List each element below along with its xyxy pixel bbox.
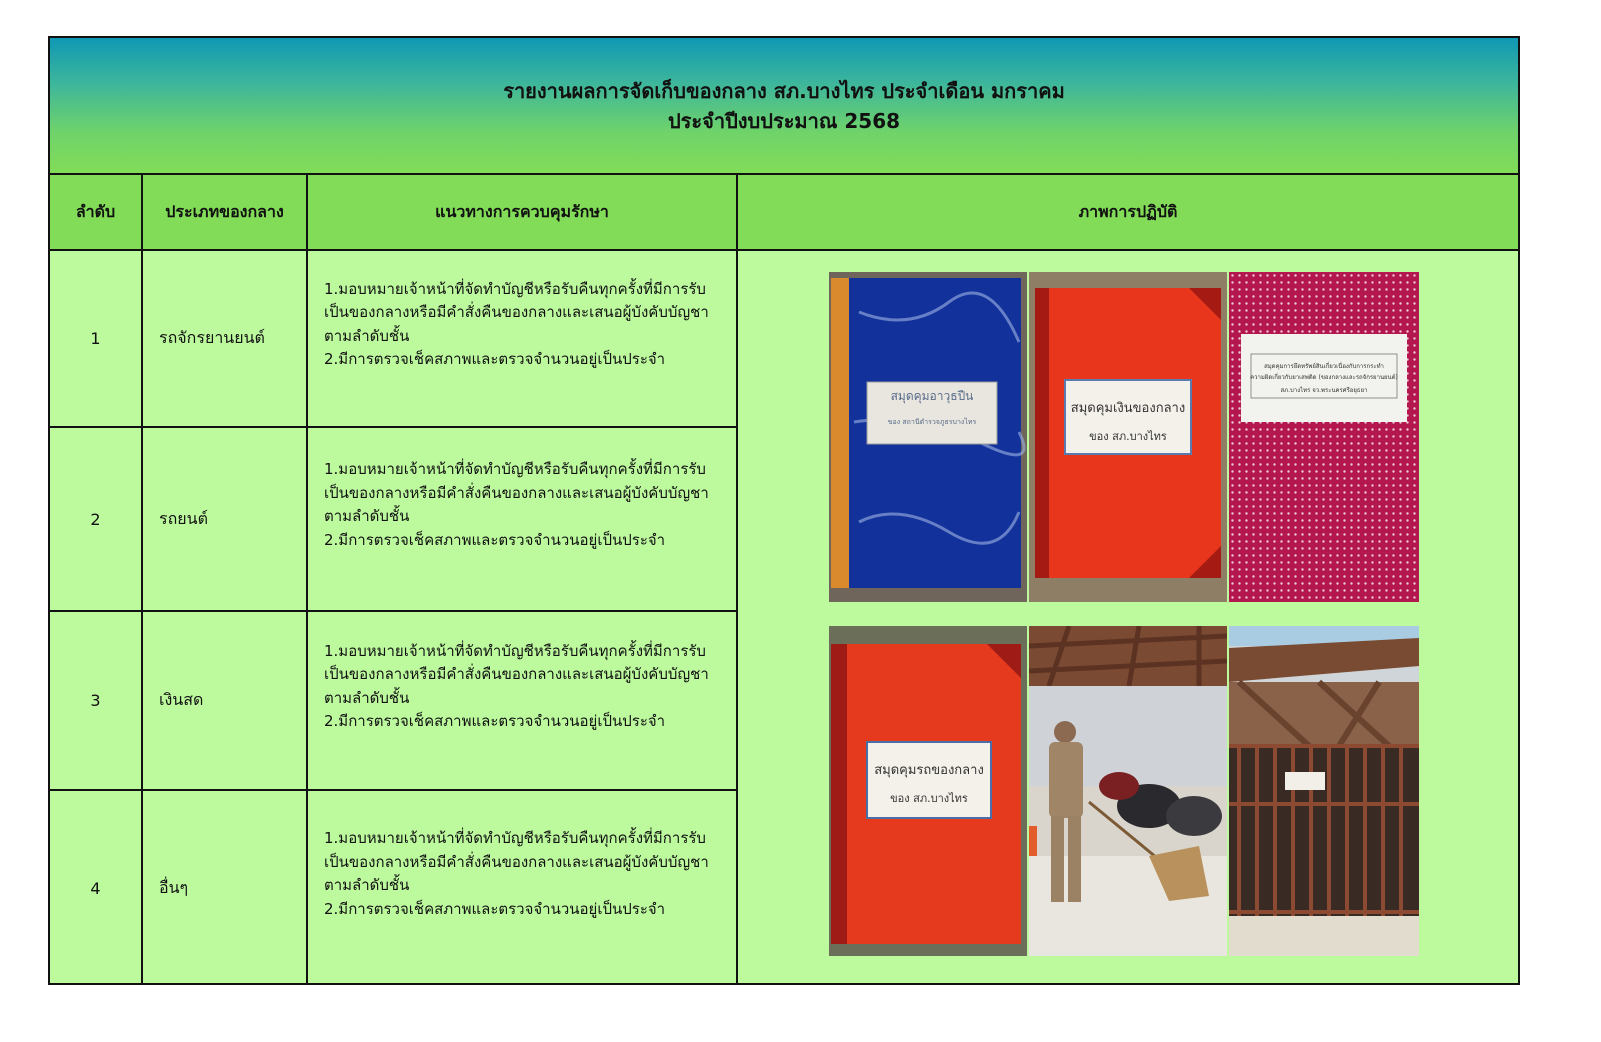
photo-storage-gate	[1229, 626, 1419, 956]
photo-strip-top	[829, 272, 1419, 602]
red-book2-subtitle: ของ สภ.บางไทร	[890, 792, 968, 805]
red-book-subtitle: ของ สภ.บางไทร	[1089, 430, 1167, 443]
row-number: 2	[90, 509, 101, 529]
row-type: อื่นๆ	[159, 877, 189, 897]
red-book-title: สมุดคุมเงินของกลาง	[1070, 401, 1186, 416]
row-number: 4	[90, 878, 101, 898]
row-guideline	[308, 428, 736, 610]
table-row	[50, 428, 736, 612]
pink-book-line2: ความผิดเกี่ยวกับยาเสพติด (ของกลางและรถจักรยานยนต์)	[1250, 374, 1398, 381]
column-divider	[736, 175, 738, 983]
blue-book-subtitle: ของ สถานีตำรวจภูธรบางไทร	[887, 418, 977, 426]
red-book2-title: สมุดคุมรถของกลาง	[874, 763, 984, 778]
header-type: ประเภทของกลาง	[143, 175, 306, 251]
row-number: 3	[90, 691, 101, 710]
guideline-step-1: 1.มอบหมายเจ้าหน้าที่จัดทำบัญชีหรือรับคืนทุกครั้งที่มีการรับเป็นของกลางหรือมีคำสั่งคืนของกลางและเสนอผู้บังคับบัญชาตามลำดับชั้น	[324, 829, 709, 894]
report-sheet	[48, 36, 1520, 985]
pink-book-line1: สมุดคุมการยึดทรัพย์สินเกี่ยวเนื่องกับการกระทำ	[1264, 363, 1384, 370]
table-row	[50, 251, 736, 428]
row-guideline	[308, 791, 736, 985]
report-title: รายงานผลการจัดเก็บของกลาง สภ.บางไทร ประจำเดือน มกราคม	[503, 78, 1065, 103]
guideline-step-2: 2.มีการตรวจเช็คสภาพและตรวจจำนวนอยู่เป็นประจำ	[324, 530, 666, 549]
table-row	[50, 612, 736, 791]
header-guideline: แนวทางการควบคุมรักษา	[308, 175, 736, 251]
row-type: เงินสด	[159, 690, 204, 709]
photo-pink-book	[1229, 272, 1419, 602]
table-row	[50, 791, 736, 985]
guideline-step-2: 2.มีการตรวจเช็คสภาพและตรวจจำนวนอยู่เป็นประจำ	[324, 350, 666, 368]
column-divider	[306, 175, 308, 983]
photo-red-book-2	[829, 626, 1027, 956]
photo-strip-bottom	[829, 626, 1419, 956]
report-title-band	[50, 38, 1518, 175]
photo-red-book	[1029, 272, 1227, 602]
photo-officer-sweeping	[1029, 626, 1227, 956]
guideline-step-2: 2.มีการตรวจเช็คสภาพและตรวจจำนวนอยู่เป็นประจำ	[324, 712, 666, 730]
blue-book-title: สมุดคุมอาวุธปืน	[890, 389, 974, 403]
column-divider	[141, 175, 143, 983]
guideline-step-2: 2.มีการตรวจเช็คสภาพและตรวจจำนวนอยู่เป็นประจำ	[324, 899, 666, 918]
guideline-step-1: 1.มอบหมายเจ้าหน้าที่จัดทำบัญชีหรือรับคืนทุกครั้งที่มีการรับเป็นของกลางหรือมีคำสั่งคืนของกลางและเสนอผู้บังคับบัญชาตามลำดับชั้น	[324, 279, 709, 345]
row-number: 1	[90, 329, 101, 348]
row-guideline	[308, 612, 736, 789]
header-order: ลำดับ	[50, 175, 141, 251]
row-guideline	[308, 251, 736, 426]
report-subtitle: ประจำปีงบประมาณ 2568	[667, 108, 901, 133]
pink-book-line3: สภ.บางไทร จว.พระนครศรีอยุธยา	[1280, 387, 1368, 394]
header-photos: ภาพการปฏิบัติ	[738, 175, 1518, 251]
row-type: รถจักรยานยนต์	[159, 328, 265, 347]
guideline-step-1: 1.มอบหมายเจ้าหน้าที่จัดทำบัญชีหรือรับคืนทุกครั้งที่มีการรับเป็นของกลางหรือมีคำสั่งคืนของกลางและเสนอผู้บังคับบัญชาตามลำดับชั้น	[324, 460, 709, 525]
guideline-step-1: 1.มอบหมายเจ้าหน้าที่จัดทำบัญชีหรือรับคืนทุกครั้งที่มีการรับเป็นของกลางหรือมีคำสั่งคืนของกลางและเสนอผู้บังคับบัญชาตามลำดับชั้น	[324, 641, 709, 707]
row-type: รถยนต์	[159, 508, 208, 528]
photo-blue-book	[829, 272, 1027, 602]
